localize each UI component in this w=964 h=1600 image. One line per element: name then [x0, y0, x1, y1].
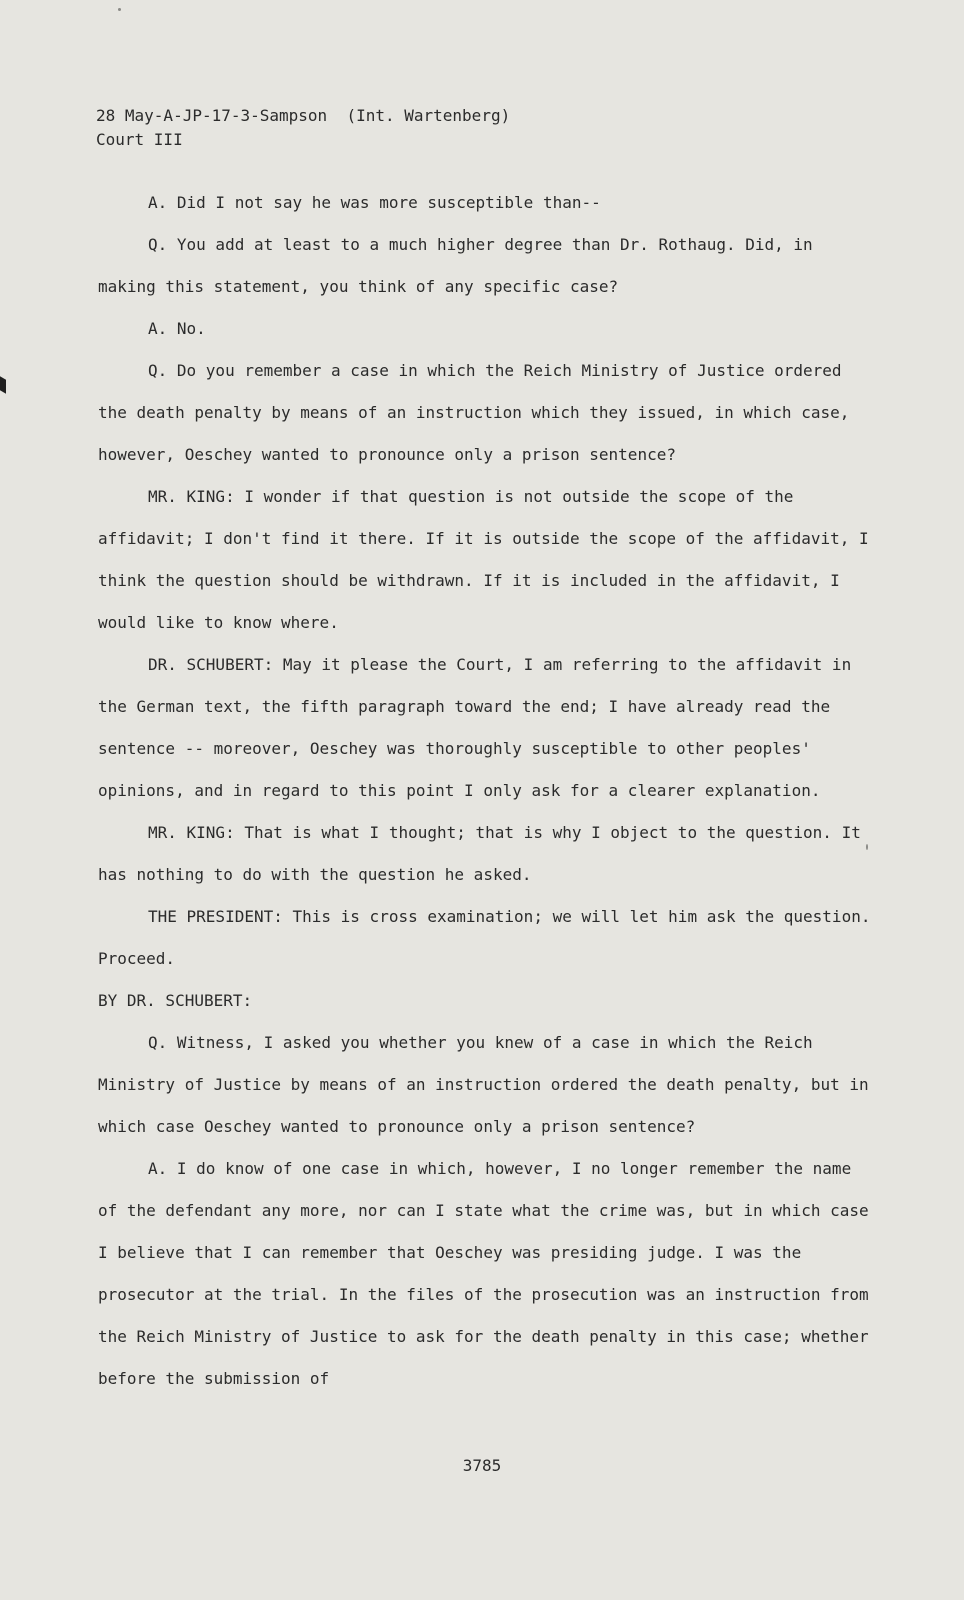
header-reference: 28 May-A-JP-17-3-Sampson (Int. Wartenberg) — [96, 106, 511, 125]
margin-mark — [0, 376, 6, 393]
paper-speck — [118, 8, 121, 11]
transcript-paragraph: A. No. — [148, 319, 206, 338]
transcript-body — [98, 182, 878, 1400]
document-header — [96, 104, 510, 152]
transcript-paragraph: Q. Witness, I asked you whether you knew of a case in which the Reich Ministry of Justice by means of an instruction ordered the death penalty, but in which case Oeschey wanted to pronounce only a prison sentence? — [98, 1033, 869, 1136]
transcript-paragraph: A. Did I not say he was more susceptible than-- — [148, 193, 601, 212]
transcript-paragraph: THE PRESIDENT: This is cross examination; we will let him ask the question. Proceed. — [98, 907, 871, 968]
transcript-paragraph: A. I do know of one case in which, however, I no longer remember the name of the defendant any more, nor can I state what the crime was, but in which case I believe that I can remember that Oeschey was presiding judge. I was the prosecutor at the trial. In the files of the prosecution was an instruction from the Reich Ministry of Justice to ask for the death penalty in this case; whether before the submission of — [98, 1159, 869, 1388]
header-court: Court III — [96, 130, 183, 149]
transcript-paragraph: DR. SCHUBERT: May it please the Court, I am referring to the affidavit in the German text, the fifth paragraph toward the end; I have already read the sentence -- moreover, Oeschey was thoroughly susceptible to other peoples' opinions, and in regard to this point I only ask for a clearer explanation. — [98, 655, 852, 800]
transcript-paragraph: Q. Do you remember a case in which the Reich Ministry of Justice ordered the death penalty by means of an instruction which they issued, in which case, however, Oeschey wanted to pronounce only a prison sentence? — [98, 361, 850, 464]
examiner-heading: BY DR. SCHUBERT: — [98, 991, 253, 1010]
transcript-paragraph: MR. KING: I wonder if that question is not outside the scope of the affidavit; I don't find it there. If it is outside the scope of the affidavit, I think the question should be withdrawn. If it is included in the affidavit, I would like to know where. — [98, 487, 869, 632]
transcript-paragraph: Q. You add at least to a much higher degree than Dr. Rothaug. Did, in making this statement, you think of any specific case? — [98, 235, 813, 296]
page-number: 3785 — [462, 1456, 502, 1475]
transcript-paragraph: MR. KING: That is what I thought; that is why I object to the question. It has nothing to do with the question he asked. — [98, 823, 861, 884]
